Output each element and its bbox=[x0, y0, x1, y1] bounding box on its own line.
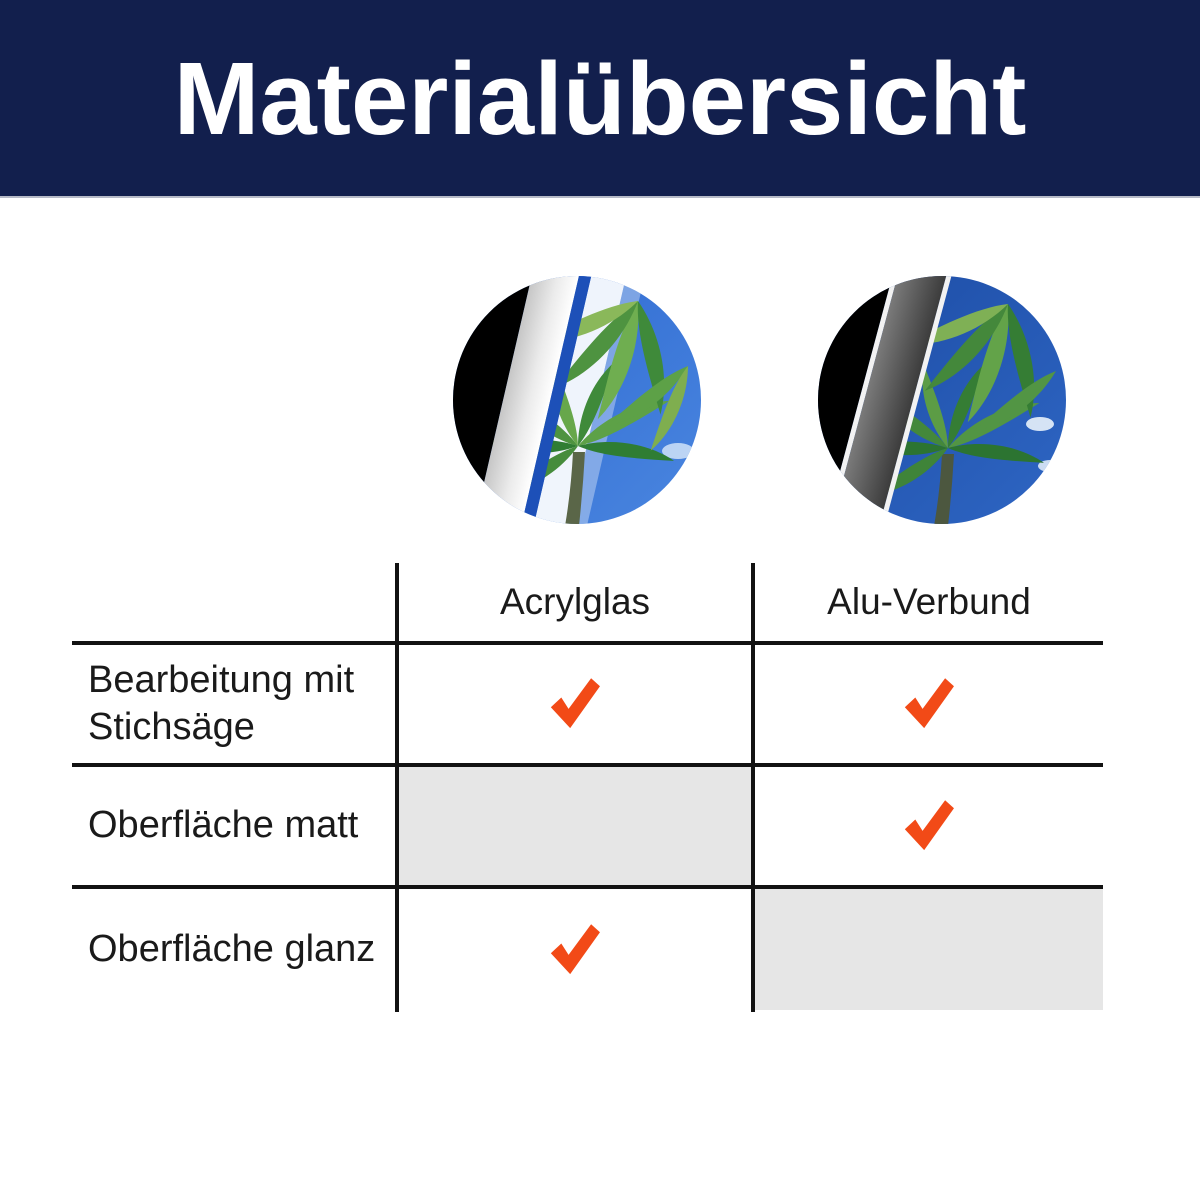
table-cell-matt-alu-verbund bbox=[755, 767, 1103, 885]
check-icon bbox=[546, 675, 604, 733]
row-label-stichsaege: Bearbeitung mit Stichsäge bbox=[88, 658, 355, 748]
acrylglas-edge-photo-icon bbox=[453, 276, 701, 524]
table-cell-glanz-acrylglas bbox=[399, 889, 751, 1010]
row-label-oberflaeche-matt: Oberfläche matt bbox=[88, 804, 359, 847]
header-banner bbox=[0, 0, 1200, 198]
table-cell-stichsaege-acrylglas bbox=[399, 645, 751, 763]
column-header-alu-verbund: Alu-Verbund bbox=[827, 581, 1031, 622]
table-cell-glanz-alu-verbund bbox=[755, 889, 1103, 1010]
alu-verbund-sample-photo bbox=[818, 276, 1066, 524]
check-icon bbox=[900, 797, 958, 855]
column-header-acrylglas: Acrylglas bbox=[499, 581, 651, 622]
check-icon bbox=[900, 675, 958, 733]
table-cell-stichsaege-alu-verbund bbox=[755, 645, 1103, 763]
row-label-oberflaeche-glanz: Oberfläche glanz bbox=[88, 927, 376, 970]
acrylglas-sample-photo bbox=[453, 276, 701, 524]
check-icon bbox=[546, 921, 604, 979]
page-title: Materialübersicht bbox=[173, 40, 1027, 156]
table-cell-matt-acrylglas bbox=[399, 767, 751, 885]
alu-verbund-edge-photo-icon bbox=[818, 276, 1066, 524]
